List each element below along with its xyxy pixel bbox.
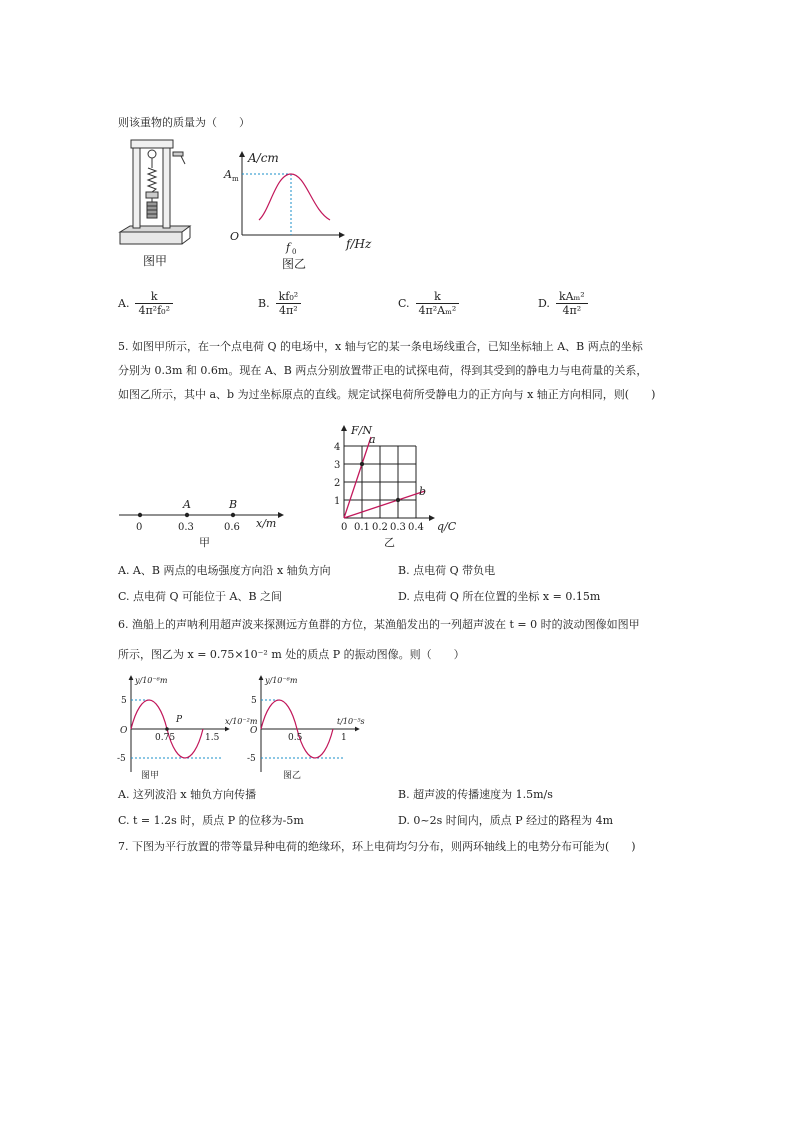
option-letter: B. (258, 296, 270, 310)
y-tick: 1 (334, 496, 341, 507)
point-p-label: P (176, 715, 183, 725)
q4-option-d[interactable] (538, 290, 588, 326)
y-tick: 2 (334, 478, 341, 489)
q5-line3: 如图乙所示，其中 a、b 为过坐标原点的直线。规定试探电荷所受静电力的正方向与 x 轴正方向相同，则( ) (118, 388, 656, 401)
q6-option-d[interactable]: D. 0~2s 时间内，质点 P 经过的路程为 4m (398, 814, 614, 827)
origin-label: O (250, 726, 258, 736)
x-axis-label: x/10⁻²m (225, 717, 258, 726)
fig2-caption: 图乙 (282, 257, 307, 271)
q6-option-a[interactable]: A. 这列波沿 x 轴负方向传播 (118, 788, 257, 801)
y-axis-label: A/cm (248, 151, 279, 165)
tick-0: 0 (136, 522, 143, 533)
x-axis-label: q/C (437, 520, 457, 533)
am-label-sub: m (232, 175, 239, 183)
y-axis-label: y/10⁻⁶m (135, 676, 168, 685)
q6-wave-figure (113, 672, 258, 782)
x-axis-label: x/m (256, 517, 277, 530)
x-tick: 0.2 (372, 522, 388, 533)
t-tick-1: 1 (341, 733, 347, 743)
y-tick: 3 (334, 460, 341, 471)
option-letter: D. (538, 296, 550, 310)
fig-caption: 乙 (384, 536, 395, 549)
option-den: 4π²Aₘ² (418, 304, 457, 317)
f0-label: f (286, 241, 291, 254)
resonance-curve-figure (222, 144, 382, 270)
option-den: 4π²f₀² (138, 304, 170, 317)
fig-caption: 图乙 (283, 771, 302, 781)
fig-caption: 图甲 (141, 771, 160, 781)
q5-option-c[interactable]: C. 点电荷 Q 可能位于 A、B 之间 (118, 590, 283, 603)
point-b-label: B (229, 498, 238, 511)
x-tick: 0.1 (354, 522, 370, 533)
q5-option-d[interactable]: D. 点电荷 Q 所在位置的坐标 x = 0.15m (398, 590, 601, 603)
t-tick-0.5: 0.5 (288, 733, 303, 743)
line-a-label: a (369, 433, 376, 446)
x-tick: 0.3 (390, 522, 406, 533)
x-tick: 0 (341, 522, 348, 533)
y-tick: 4 (334, 442, 341, 453)
x-tick: 0.4 (408, 522, 424, 533)
tick-0.3: 0.3 (178, 522, 194, 533)
x-tick-1.5: 1.5 (205, 733, 220, 743)
option-letter: C. (398, 296, 410, 310)
q4-stem-tail: 则该重物的质量为（ ） (118, 116, 250, 129)
fig1-caption: 图甲 (143, 254, 168, 268)
q4-option-a[interactable] (118, 290, 173, 326)
q5-option-b[interactable]: B. 点电荷 Q 带负电 (398, 564, 496, 577)
option-den: 4π² (562, 304, 582, 317)
q4-option-b[interactable] (258, 290, 301, 326)
f0-label-sub: 0 (292, 248, 297, 256)
q6-option-b[interactable]: B. 超声波的传播速度为 1.5m/s (398, 788, 553, 801)
q6-line1: 6. 渔船上的声呐利用超声波来探测远方鱼群的方位，某渔船发出的一列超声波在 t = 0 时的波动图像如图甲 (118, 618, 640, 631)
q6-line2: 所示，图乙为 x = 0.75×10⁻² m 处的质点 P 的振动图像。则（ ） (118, 648, 465, 661)
option-num: k (135, 290, 173, 304)
option-num: k (416, 290, 460, 304)
q5-line2: 分别为 0.3m 和 0.6m。现在 A、B 两点分别放置带正电的试探电荷，得到其受到的静电力与电荷量的关系， (118, 364, 648, 377)
point-a-label: A (183, 498, 191, 511)
q7-line1: 7. 下图为平行放置的带等量异种电荷的绝缘环，环上电荷均匀分布，则两环轴线上的电势分布可能为( ) (118, 840, 636, 853)
option-num: kf₀² (276, 290, 302, 304)
am-label: A (224, 168, 232, 181)
q5-option-a[interactable]: A. A、B 两点的电场强度方向沿 x 轴负方向 (118, 564, 331, 577)
q5-line1: 5. 如图甲所示，在一个点电荷 Q 的电场中，x 轴与它的某一条电场线重合，已知坐标轴上 A、B 两点的坐标 (118, 340, 643, 353)
x-axis-label: t/10⁻⁵s (337, 717, 365, 726)
y-tick-5: 5 (121, 696, 127, 706)
line-b-label: b (419, 485, 427, 498)
y-tick-5: 5 (251, 696, 257, 706)
q5-fq-figure (330, 420, 470, 552)
option-num: kAₘ² (556, 290, 588, 304)
apparatus-figure (115, 138, 195, 268)
option-letter: A. (118, 296, 130, 310)
x-axis-label: f/Hz (346, 237, 372, 251)
y-axis-label: y/10⁻⁶m (265, 676, 298, 685)
q4-option-c[interactable] (398, 290, 459, 326)
origin-label: O (120, 726, 128, 736)
q5-axis-figure (115, 494, 290, 552)
y-tick-neg5: -5 (117, 754, 126, 764)
y-tick-neg5: -5 (247, 754, 256, 764)
fig-caption: 甲 (199, 536, 210, 549)
q6-option-c[interactable]: C. t = 1.2s 时，质点 P 的位移为-5m (118, 814, 304, 827)
tick-0.6: 0.6 (224, 522, 240, 533)
x-tick-0.75: 0.75 (155, 733, 176, 743)
q6-vibration-figure (243, 672, 378, 782)
y-axis-label: F/N (351, 424, 372, 437)
origin-label: O (230, 230, 240, 243)
option-den: 4π² (279, 304, 298, 317)
